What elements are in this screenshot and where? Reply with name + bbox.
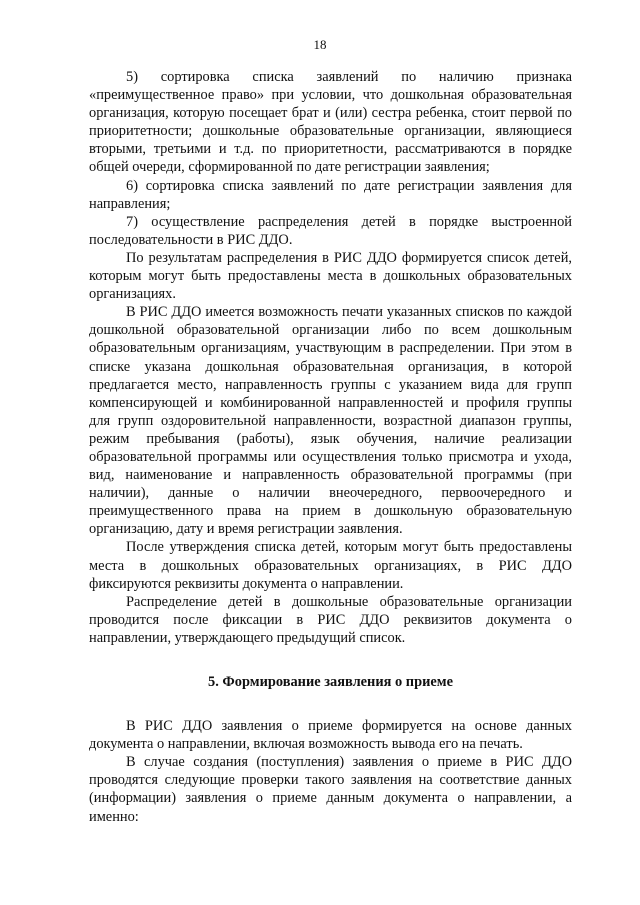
paragraph-after-approval: После утверждения списка детей, которым могут быть предоставлены места в дошкольных образовательных организациях, в РИС ДДО фиксируются реквизиты документа о направлении. [89,539,572,592]
paragraph-print-lists: В РИС ДДО имеется возможность печати указанных списков по каждой дошкольной образовательной организации либо по всем дошкольным образовательным организациям, участвующим в распределении. При этом в списке указана дошкольная образовательная организация, в которой предлагается место, направленность группы с указанием вида для групп компенсирующей и комбинированной направленностей и профиля группы для групп оздоровительной направленности, возрастной диапазон группы, режим пребывания (работы), язык обучения, наличие реализации образовательной программы или осуществления только присмотра и ухода, вид, наименование и направленность образовательной программы (при наличии), данные о наличии внеочередного, первоочередного и преимущественного права на прием в дошкольную образовательную организацию, дату и время регистрации заявления. [89,304,572,538]
paragraph-item-5: 5) сортировка списка заявлений по наличию признака «преимущественное право» при условии, что дошкольная образовательная организация, которую посещает брат и (или) сестра ребенка, стоит первой по приоритетности; дошкольные образовательные организации, являющиеся вторыми, третьими и т.д. по приоритетности, рассматриваются в порядке общей очереди, сформированной по дате регистрации заявления; [89,69,572,176]
paragraph-application-formation: В РИС ДДО заявления о приеме формируется на основе данных документа о направлении, включая возможность вывода его на печать. [89,718,572,753]
section-heading: 5. Формирование заявления о приеме [208,674,453,690]
paragraph-distribution-order: Распределение детей в дошкольные образовательные организации проводится после фиксации в РИС ДДО реквизитов документа о направлении, утверждающего предыдущий список. [89,593,572,646]
document-body [89,68,572,826]
paragraph-item-7: 7) осуществление распределения детей в порядке выстроенной последовательности в РИС ДДО. [89,213,572,248]
page-number: 18 [313,37,327,52]
paragraph-application-checks: В случае создания (поступления) заявления о приеме в РИС ДДО проводятся следующие проверки такого заявления на соответствие данных (информации) заявления о приеме данным документа о направлении, а именно: [89,754,572,825]
paragraph-distribution-results: По результатам распределения в РИС ДДО формируется список детей, которым могут быть предоставлены места в дошкольных образовательных организациях. [89,249,572,303]
paragraph-item-6: 6) сортировка списка заявлений по дате регистрации заявления для направления; [89,177,572,212]
